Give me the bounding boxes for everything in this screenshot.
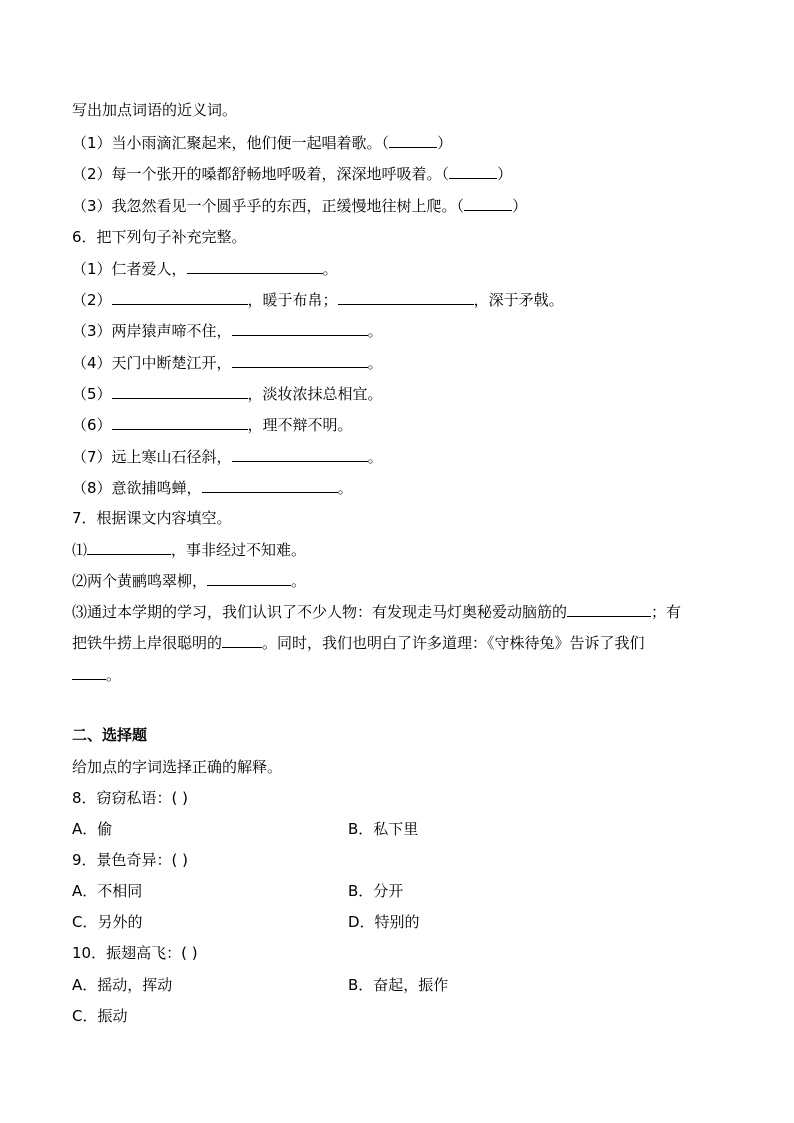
q7-item-1: ⑴ ，事非经过不知难。 [72,541,307,559]
q7-item-3-line-1: ⑶通过本学期的学习，我们认识了不少人物：有发现走马灯奥秘爱动脑筋的 ；有 [72,603,682,621]
q7-item-2: ⑵两个黄鹂鸣翠柳， 。 [72,572,307,590]
section-heading: 二、选择题 [72,726,148,744]
answer-blank[interactable] [187,258,323,274]
answer-blank[interactable] [232,320,368,336]
q6-item-5: （5） ，淡妆浓抹总相宜。 [72,385,383,403]
q6-item-2: （2） ，暖于布帛； ，深于矛戟。 [72,291,564,309]
answer-blank[interactable] [232,352,368,368]
option-b[interactable]: B．分开 [348,882,404,900]
q6-item-7: （7）远上寒山石径斜， 。 [72,448,383,466]
q5-instruction: 写出加点词语的近义词。 [72,101,238,119]
answer-blank[interactable] [202,477,338,493]
q7-title: 7．根据课文内容填空。 [72,509,232,527]
q6-item-1: （1）仁者爱人， 。 [72,260,338,278]
answer-blank[interactable] [222,632,262,648]
answer-blank[interactable] [207,570,291,586]
q7-item-3-line-2: 把铁牛捞上岸很聪明的 。同时，我们也明白了许多道理：《守株待兔》告诉了我们 [72,634,645,652]
answer-blank[interactable] [72,664,106,680]
q6-item-8: （8）意欲捕鸣蝉， 。 [72,479,353,497]
q6-item-6: （6） ，理不辩不明。 [72,416,353,434]
answer-blank[interactable] [232,446,368,462]
answer-blank[interactable] [87,539,171,555]
q5-item-2: （2）每一个张开的嗓都舒畅地呼吸着，深深地呼吸着。（ ） [72,165,513,183]
q5-item-1: （1）当小雨滴汇聚起来，他们便一起唱着歌。（ ） [72,134,453,152]
q10-options-row-1 [72,975,692,995]
q10-stem: 10．振翅高飞：( ) [72,944,198,962]
answer-blank[interactable] [112,414,248,430]
answer-blank[interactable] [567,601,651,617]
q9-options-row-2 [72,912,692,932]
q9-stem: 9．景色奇异：( ) [72,851,189,869]
answer-blank[interactable] [338,289,474,305]
q5-item-3: （3）我忽然看见一个圆乎乎的东西，正缓慢地往树上爬。（ ） [72,197,528,215]
answer-blank[interactable] [112,289,248,305]
answer-blank[interactable] [112,383,248,399]
option-a[interactable]: A．偷 [72,820,113,838]
q10-option-c[interactable]: C．振动 [72,1007,128,1025]
answer-blank[interactable] [464,195,512,211]
option-d[interactable]: D．特别的 [348,913,420,931]
section-instruction: 给加点的字词选择正确的解释。 [72,758,283,776]
q6-item-4: （4）天门中断楚江开， 。 [72,354,383,372]
option-b[interactable]: B．私下里 [348,820,419,838]
q9-options-row-1 [72,881,692,901]
q7-item-3-line-3: 。 [72,664,121,685]
answer-blank[interactable] [449,163,497,179]
option-c[interactable]: C．另外的 [72,913,143,931]
answer-blank[interactable] [389,132,437,148]
q8-stem: 8．窃窃私语：( ) [72,789,189,807]
option-b[interactable]: B．奋起，振作 [348,976,449,994]
q6-title: 6．把下列句子补充完整。 [72,228,247,246]
q8-options [72,819,692,839]
option-a[interactable]: A．摇动，挥动 [72,976,173,994]
option-a[interactable]: A．不相同 [72,882,143,900]
q6-item-3: （3）两岸猿声啼不住， 。 [72,322,383,340]
